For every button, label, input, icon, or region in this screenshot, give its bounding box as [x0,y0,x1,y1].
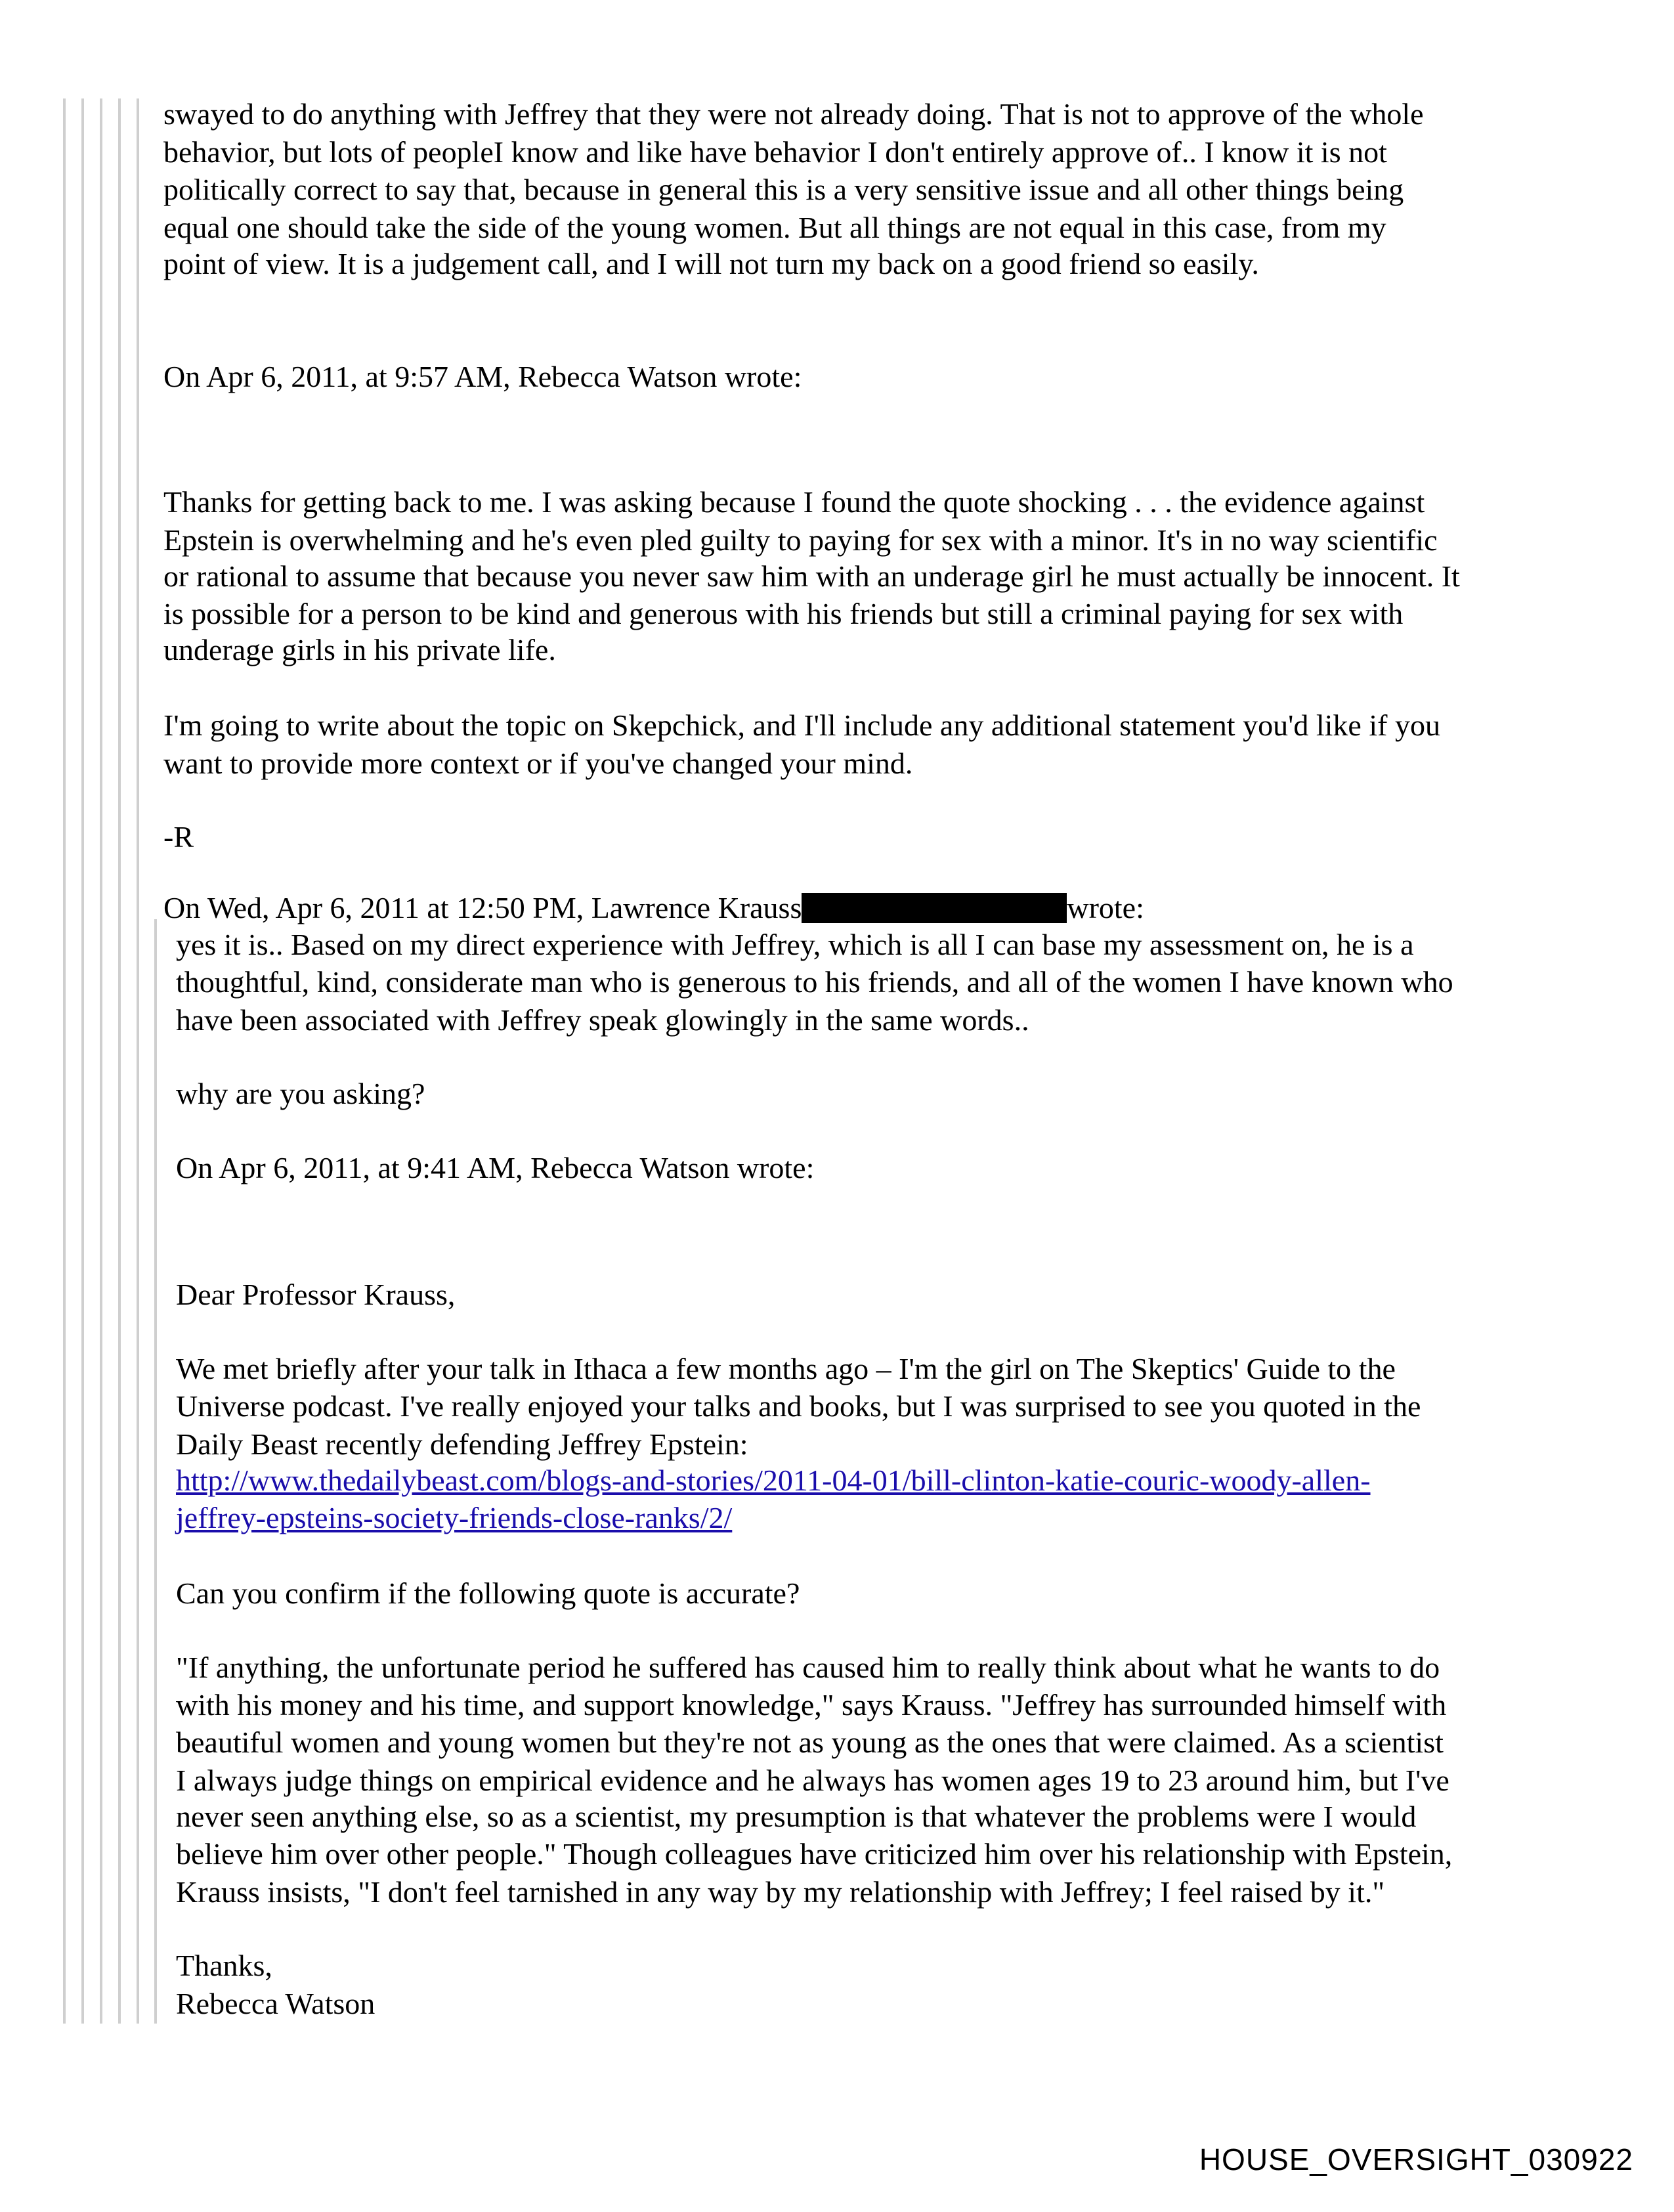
body-line: want to provide more context or if you've changed your mind. [163,747,913,780]
body-line: Universe podcast. I've really enjoyed your talks and books, but I was surprised to see you quoted in the [176,1389,1421,1423]
redaction-box [802,893,1067,923]
header-text: On Wed, Apr 6, 2011 at 12:50 PM, Lawrence Krauss [163,891,802,924]
quote-line: beautiful women and young women but they're not as young as the ones that were claimed. As a scientist [176,1725,1444,1759]
quote-bar [81,98,84,2024]
closing-line: Thanks, [176,1949,272,1982]
header-text: wrote: [1067,891,1144,924]
body-line: Daily Beast recently defending Jeffrey Epstein: [176,1427,748,1461]
quote-bar [118,98,121,2024]
body-line: or rational to assume that because you never saw him with an underage girl he must actually be innocent. It [163,559,1460,593]
greeting: Dear Professor Krauss, [176,1278,456,1311]
body-line: Epstein is overwhelming and he's even pled guilty to paying for sex with a minor. It's in no way scientific [163,523,1438,557]
closing-line: Rebecca Watson [176,1987,376,2020]
body-line: politically correct to say that, because in general this is a very sensitive issue and all other things being [163,173,1404,206]
body-line: yes it is.. Based on my direct experience with Jeffrey, which is all I can base my assessment on, he is a [176,928,1414,961]
quote-line: "If anything, the unfortunate period he suffered has caused him to really think about what he wants to do [176,1651,1440,1684]
body-line: have been associated with Jeffrey speak glowingly in the same words.. [176,1003,1029,1037]
body-line: Thanks for getting back to me. I was asking because I found the quote shocking . . . the evidence against [163,485,1425,519]
quote-bar [154,919,157,2024]
quote-line: with his money and his time, and support knowledge," says Krauss. "Jeffrey has surrounded himself with [176,1688,1447,1722]
quote-line: believe him over other people." Though colleagues have criticized him over his relationship with Epstein, [176,1837,1453,1871]
email-header [163,890,1144,926]
quote-bar [100,98,102,2024]
body-line: I'm going to write about the topic on Skepchick, and I'll include any additional statement you'd like if you [163,708,1440,742]
body-line: Can you confirm if the following quote is accurate? [176,1576,800,1610]
article-link[interactable]: jeffrey-epsteins-society-friends-close-ranks/2/ [176,1501,733,1534]
email-header: On Apr 6, 2011, at 9:57 AM, Rebecca Watson wrote: [163,360,802,393]
body-line: why are you asking? [176,1077,425,1110]
body-line: underage girls in his private life. [163,633,556,666]
email-header: On Apr 6, 2011, at 9:41 AM, Rebecca Watson wrote: [176,1151,815,1184]
body-line: swayed to do anything with Jeffrey that they were not already doing. That is not to approve of the whole [163,97,1424,131]
article-link[interactable]: http://www.thedailybeast.com/blogs-and-stories/2011-04-01/bill-clinton-katie-couric-woody-allen- [176,1464,1371,1497]
body-line: equal one should take the side of the young women. But all things are not equal in this case, from my [163,211,1386,244]
signoff: -R [163,820,194,854]
bates-number: HOUSE_OVERSIGHT_030922 [1199,2142,1633,2177]
body-line: thoughtful, kind, considerate man who is generous to his friends, and all of the women I have known who [176,965,1453,999]
body-line: point of view. It is a judgement call, and I will not turn my back on a good friend so easily. [163,247,1259,280]
body-line: is possible for a person to be kind and generous with his friends but still a criminal paying for sex with [163,597,1404,630]
quote-line: never seen anything else, so as a scientist, my presumption is that whatever the problems were I would [176,1800,1417,1833]
quote-bar [63,98,66,2024]
body-line: behavior, but lots of peopleI know and like have behavior I don't entirely approve of.. I know it is not [163,135,1387,169]
body-line: We met briefly after your talk in Ithaca a few months ago – I'm the girl on The Skeptics' Guide to the [176,1352,1396,1385]
quote-bar [137,98,139,2024]
quote-line: I always judge things on empirical evidence and he always has women ages 19 to 23 around him, but I've [176,1764,1449,1797]
quote-line: Krauss insists, "I don't feel tarnished in any way by my relationship with Jeffrey; I feel raised by it." [176,1875,1385,1909]
